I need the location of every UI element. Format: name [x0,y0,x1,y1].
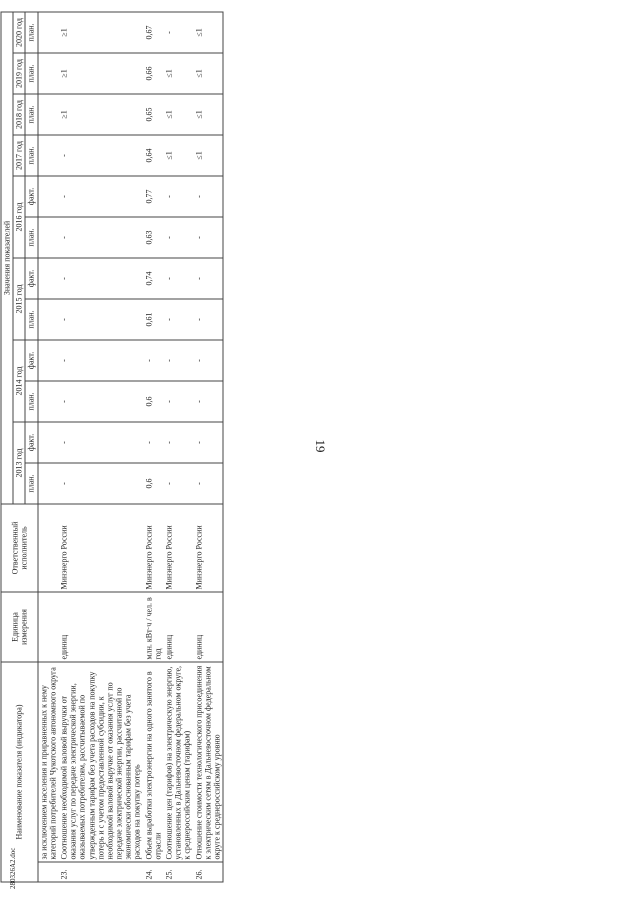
value-cell [38,94,59,135]
row-number: 25. [164,862,194,882]
value-cell: 0,61 [143,299,163,340]
value-cell: ≤1 [164,135,194,176]
plan-fact-header: факт. [25,422,37,463]
value-cell: - [58,299,143,340]
value-cell: - [58,135,143,176]
value-cell: ≤1 [193,12,223,53]
indicator-name: Соотношение необходимой валовой выручки от оказания услуг по передаче электрической энергии, оказываемых потребителям, рассчитываемой по утвержденным тарифам без учета расходов на покупку потерь и с учетом предоставленной субсидии, к необходимой валовой выручке от оказания услуг по передаче электрической энергии, рассчитанной по экономически обоснованным тарифам без учета расходов на покупку потерь [58,662,143,862]
year-header: 2018 год [13,94,25,135]
value-cell [38,12,59,53]
value-cell: 0,6 [143,463,163,504]
plan-fact-header: план. [25,381,37,422]
responsible-cell [38,504,59,592]
value-cell: 0,77 [143,176,163,217]
value-cell: 0,74 [143,258,163,299]
value-cell: ≤1 [193,53,223,94]
value-cell: - [193,299,223,340]
table-row [164,12,194,882]
value-cell: - [164,340,194,381]
value-cell: 0,64 [143,135,163,176]
plan-fact-header: факт. [25,340,37,381]
table-row [193,12,223,882]
value-cell: ≤1 [164,94,194,135]
responsible-cell: Минэнерго России [193,504,223,592]
value-cell: - [164,422,194,463]
value-cell: 0,65 [143,94,163,135]
value-cell: ≤1 [193,135,223,176]
value-cell [38,381,59,422]
responsible-cell: Минэнерго России [58,504,143,592]
row-number [38,862,59,882]
value-cell: - [164,176,194,217]
header-unit: Единица измерения [1,592,38,662]
plan-fact-header: план. [25,12,37,53]
value-cell: - [193,258,223,299]
indicator-table [1,11,224,882]
value-cell: - [58,217,143,258]
year-header: 2014 год [13,340,25,422]
year-header: 2017 год [13,135,25,176]
year-header: 2013 год [13,422,25,504]
plan-fact-header: план. [25,299,37,340]
table-row [58,12,143,882]
file-name: 280326A2.doc [9,847,17,889]
header-responsible: Ответственный исполнитель [1,504,38,592]
value-cell: - [58,176,143,217]
value-cell [38,217,59,258]
indicator-name: Отношение стоимости технологического присоединения к электрическим сетям в Дальневосточном федеральном округе к среднероссийскому уровню [193,662,223,862]
year-header: 2019 год [13,53,25,94]
responsible-cell: Минэнерго России [143,504,163,592]
value-cell [38,258,59,299]
indicator-name: за исключением населения и приравненных к нему категорий потребителей Чукотского автономного округа [38,662,59,862]
value-cell [38,299,59,340]
page-number: 19 [313,439,328,453]
value-cell: - [193,217,223,258]
unit-cell: единиц [164,592,194,662]
plan-fact-header: план. [25,94,37,135]
plan-fact-header: план. [25,463,37,504]
plan-fact-header: факт. [25,258,37,299]
year-header: 2020 год [13,12,25,53]
value-cell: - [193,463,223,504]
value-cell: - [164,381,194,422]
value-cell [38,135,59,176]
value-cell: ≥1 [58,53,143,94]
unit-cell [38,592,59,662]
plan-fact-header: факт. [25,176,37,217]
value-cell: ≤1 [164,53,194,94]
header-name: Наименование показателя (индикатора) [1,662,38,882]
unit-cell: единиц [193,592,223,662]
indicator-table-sheet [1,13,576,883]
value-cell: - [58,381,143,422]
value-cell: 0,66 [143,53,163,94]
value-cell [38,422,59,463]
header-values: Значения показателей [1,12,13,504]
value-cell: - [143,340,163,381]
table-row [143,12,163,882]
value-cell [38,463,59,504]
value-cell: - [193,422,223,463]
unit-cell: единиц [58,592,143,662]
value-cell: - [58,422,143,463]
indicator-name: Соотношение цен (тарифов) на электрическую энергию, установленных в Дальневосточном федеральном округе, к среднероссийским ценам (тарифам) [164,662,194,862]
year-header: 2015 год [13,258,25,340]
value-cell: 0,6 [143,381,163,422]
value-cell [38,340,59,381]
value-cell: - [58,463,143,504]
plan-fact-header: план. [25,135,37,176]
value-cell: - [193,176,223,217]
row-number: 26. [193,862,223,882]
value-cell: - [164,299,194,340]
value-cell: 0,67 [143,12,163,53]
value-cell [38,176,59,217]
value-cell: - [164,12,194,53]
plan-fact-header: план. [25,217,37,258]
value-cell: ≥1 [58,12,143,53]
year-header: 2016 год [13,176,25,258]
value-cell: - [143,422,163,463]
value-cell: 0,63 [143,217,163,258]
value-cell: - [164,217,194,258]
value-cell: ≤1 [193,94,223,135]
value-cell: - [58,258,143,299]
row-number: 24. [143,862,163,882]
table-row [38,12,59,882]
responsible-cell: Минэнерго России [164,504,194,592]
row-number: 23. [58,862,143,882]
indicator-rows [38,12,224,882]
value-cell: - [164,463,194,504]
value-cell: - [193,381,223,422]
indicator-name: Объем выработки электроэнергии на одного занятого в отрасли [143,662,163,862]
plan-fact-header: план. [25,53,37,94]
unit-cell: млн. кВт·ч / чел. в год [143,592,163,662]
value-cell [38,53,59,94]
value-cell: - [193,340,223,381]
value-cell: ≥1 [58,94,143,135]
value-cell: - [164,258,194,299]
value-cell: - [58,340,143,381]
